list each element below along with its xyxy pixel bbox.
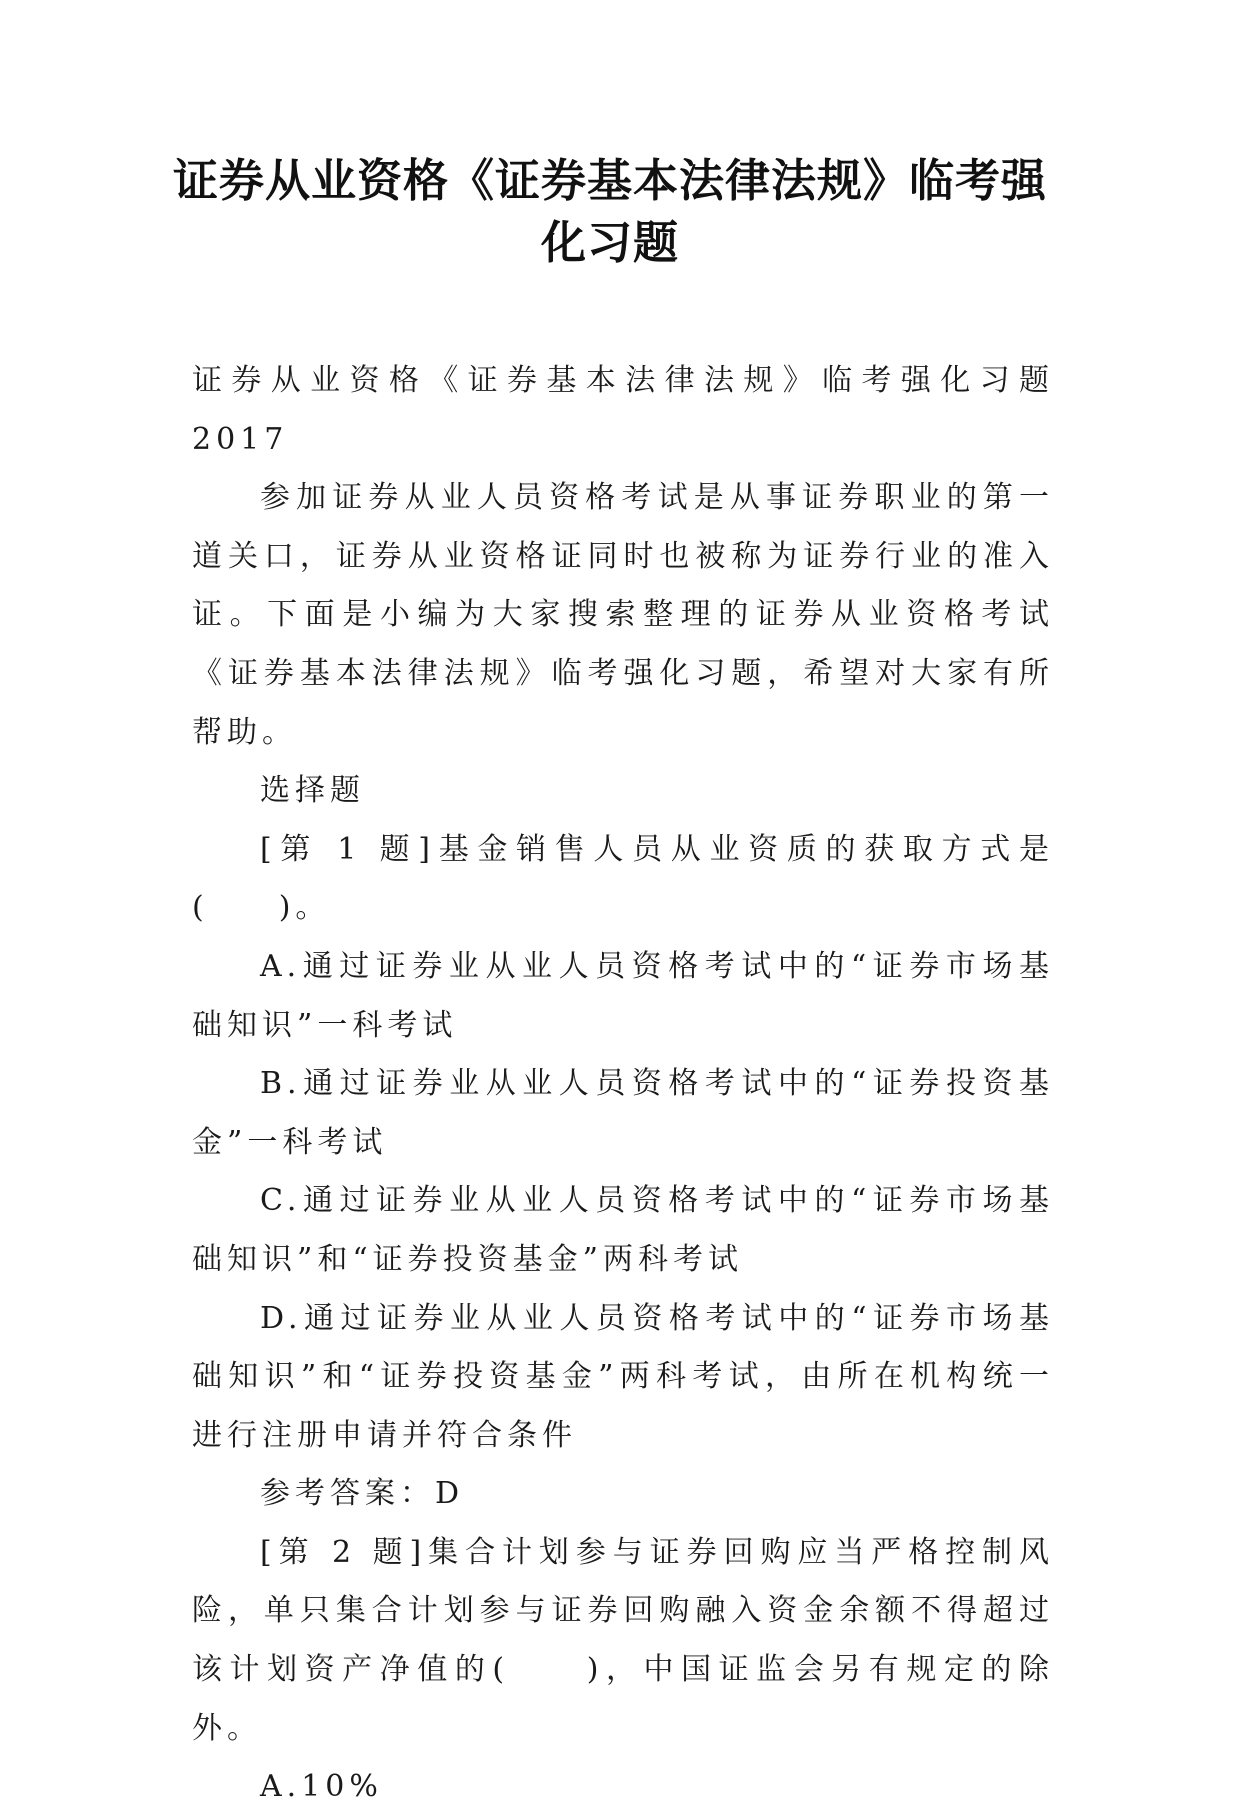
question-1-option-d: D.通过证券业从业人员资格考试中的“证券市场基础知识”和“证券投资基金”两科考试，由所在机构统一进行注册申请并符合条件 [192, 1300, 1054, 1453]
section-heading: 选择题 [260, 773, 365, 809]
document-title: 证券从业资格《证券基本法律法规》临考强化习题 [172, 154, 1047, 269]
document-subtitle: 证券从业资格《证券基本法律法规》临考强化习题2017 [192, 363, 1054, 457]
intro-paragraph: 参加证券从业人员资格考试是从事证券职业的第一道关口，证券从业资格证同时也被称为证券行业的准入证。下面是小编为大家搜索整理的证券从业资格考试《证券基本法律法规》临考强化习题，希望对大家有所帮助。 [192, 480, 1054, 750]
question-1-answer: 参考答案：D [260, 1476, 465, 1512]
question-2-option-a: A.10% [260, 1769, 383, 1805]
question-1-option-b: B.通过证券业从业人员资格考试中的“证券投资基金”一科考试 [192, 1066, 1054, 1160]
question-2-stem: [第 2 题]集合计划参与证券回购应当严格控制风险，单只集合计划参与证券回购融入资金余额不得超过该计划资产净值的( )，中国证监会另有规定的除外。 [192, 1534, 1054, 1746]
question-1-option-a: A.通过证券业从业人员资格考试中的“证券市场基础知识”一科考试 [192, 948, 1054, 1043]
question-1-option-c: C.通过证券业从业人员资格考试中的“证券市场基础知识”和“证券投资基金”两科考试 [192, 1183, 1054, 1277]
document-body [192, 352, 1054, 1817]
question-1-stem: [第 1 题]基金销售人员从业资质的获取方式是( )。 [192, 831, 1054, 926]
